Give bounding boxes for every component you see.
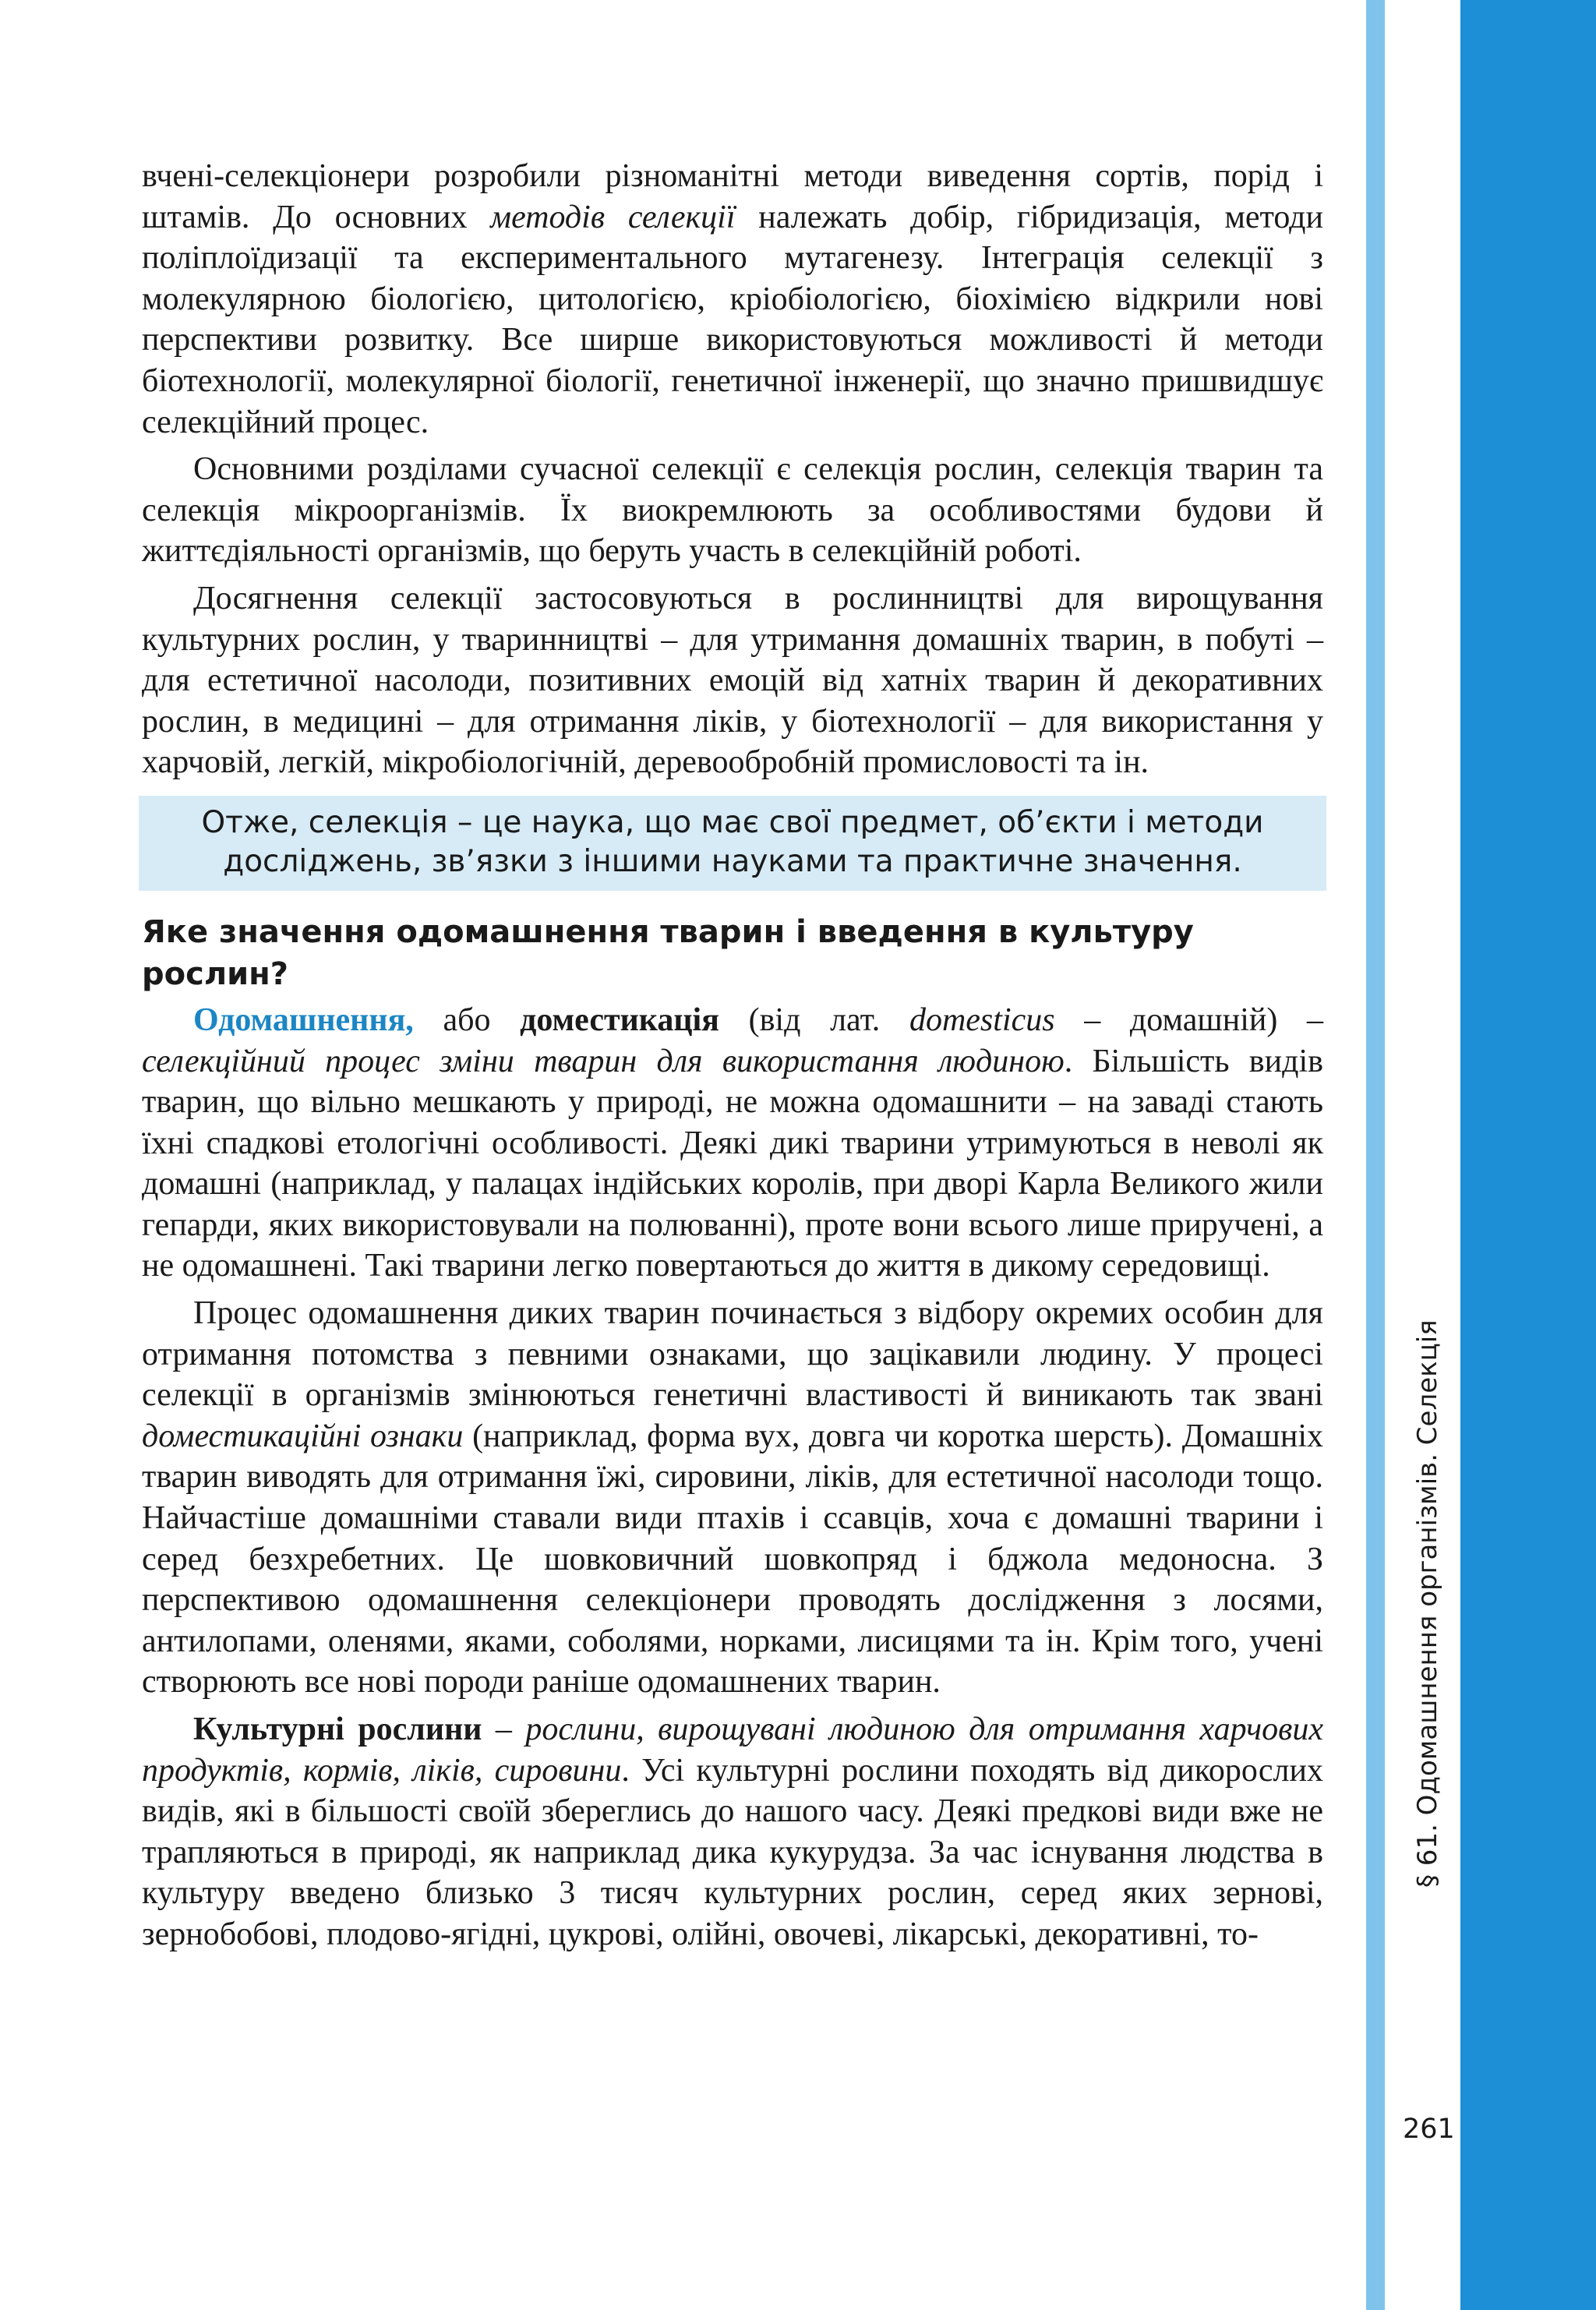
paragraph-4: Одомашнення, або доместикація (від лат. domesticus – домашній) – селекційний процес зміни тварин для використання людиною. Більшість видів тварин, що вільно мешкають у природі, не можна одомашнити – на заваді стають їхні спадкові етологічні особливості. Деякі дикі тварини утримуються в неволі як домашні (наприклад, у палацах індійських королів, при дворі Карла Великого жили гепарди, яких використовували на полюванні), проте вони всього лише приручені, а не одомашнені. Такі тварини легко повертаються до життя в дикому середовищі. xyxy=(142,1001,1323,1284)
definition-cultivated-plants: рослини, вирощувані людиною для отримання харчових продуктів, кормів, ліків, сировини xyxy=(142,1711,1323,1789)
term-cultivated-plants: Культурні рослини xyxy=(193,1711,482,1747)
page-number: 261 xyxy=(1403,2114,1455,2145)
emphasis-domestication-traits: доместикаційні ознаки xyxy=(142,1418,464,1454)
section-heading: Яке значення одомашнення тварин і введення в культуру рослин? xyxy=(142,913,1194,992)
running-head: § 61. Одомашнення організмів. Селекція xyxy=(1412,1319,1443,1888)
paragraph-6: Культурні рослини – рослини, вирощувані людиною для отримання харчових продуктів, кормів, ліків, сировини. Усі культурні рослини походять від дикорослих видів, які в більшості своїй збереглись до нашого часу. Деякі предкові види вже не трапляються в природі, як наприклад дика кукурудза. За час існування людства в культуру введено близько 3 тисяч культурних рослин, серед яких зернові, зернобобові, плодово-ягідні, цукрові, олійні, овочеві, лікарські, декоративні, то- xyxy=(142,1711,1323,1952)
paragraph-5: Процес одомашнення диких тварин починається з відбору окремих особин для отримання потомства з певними ознаками, що зацікавили людину. У процесі селекції в організмів змінюються генетичні властивості й виникають так звані доместикаційні ознаки (наприклад, форма вух, довга чи коротка шерсть). Домашніх тварин виводять для отримання їжі, сировини, ліків, для естетичної насолоди тощо. Найчастіше домашніми ставали види птахів і ссавців, хоча є домашні тварини і серед безхребетних. Це шовковичний шовкопряд і бджола медоносна. З перспективою одомашнення селекціонери проводять дослідження з лосями, антилопами, оленями, яками, соболями, норками, лисицями та ін. Крім того, учені створюють все нові породи раніше одомашнених тварин. xyxy=(142,1295,1324,1701)
term-domestication-latin: доместикація xyxy=(520,1001,719,1038)
sidebar-stripe-light xyxy=(1366,0,1385,2310)
paragraph-1: вчені-селекціонери розробили різноманітні методи виведення сортів, порід і штамів. До основних методів селекції належать добір, гібридизація, методи поліплоїдизації та експериментального мутагенезу. Інтеграція селекції з молекулярною біологією, цитологією, кріобіологією, біохімією відкрили нові перспективи розвитку. Все ширше використовуються можливості й методи біотехнології, молекулярної біології, генетичної інженерії, що значно пришвидшує селекційний процес. xyxy=(142,158,1323,440)
sidebar-stripe-blue xyxy=(1460,0,1596,2310)
paragraph-3: Досягнення селекції застосовуються в рослинництві для вирощування культурних рослин, у тваринництві – для утримання домашніх тварин, в побуті – для естетичної насолоди, позитивних емоцій від хатніх тварин й декоративних рослин, в медицині – для отримання ліків, у біотехнології – для використання у харчовій, легкій, мікробіологічній, деревообробній промисловості та ін. xyxy=(142,580,1323,781)
definition-domestication: селекційний процес зміни тварин для використання людиною xyxy=(142,1043,1065,1079)
sidebar-band xyxy=(1385,0,1417,2310)
main-text-column xyxy=(142,156,1323,1962)
term-domestication: Одомашнення, xyxy=(193,1001,414,1038)
summary-box: Отже, селекція – це наука, що має свої предмет, об’єкти і методи досліджень, зв’язки з іншими науками та практичне значення. xyxy=(139,796,1326,891)
emphasis-selection-methods: методів селекції xyxy=(490,199,736,235)
paragraph-2: Основними розділами сучасної селекції є селекція рослин, селекція тварин та селекція мікроорганізмів. Їх виокремлюють за особливостями будови й життєдіяльності організмів, що беруть участь в селекційній роботі. xyxy=(142,451,1323,570)
